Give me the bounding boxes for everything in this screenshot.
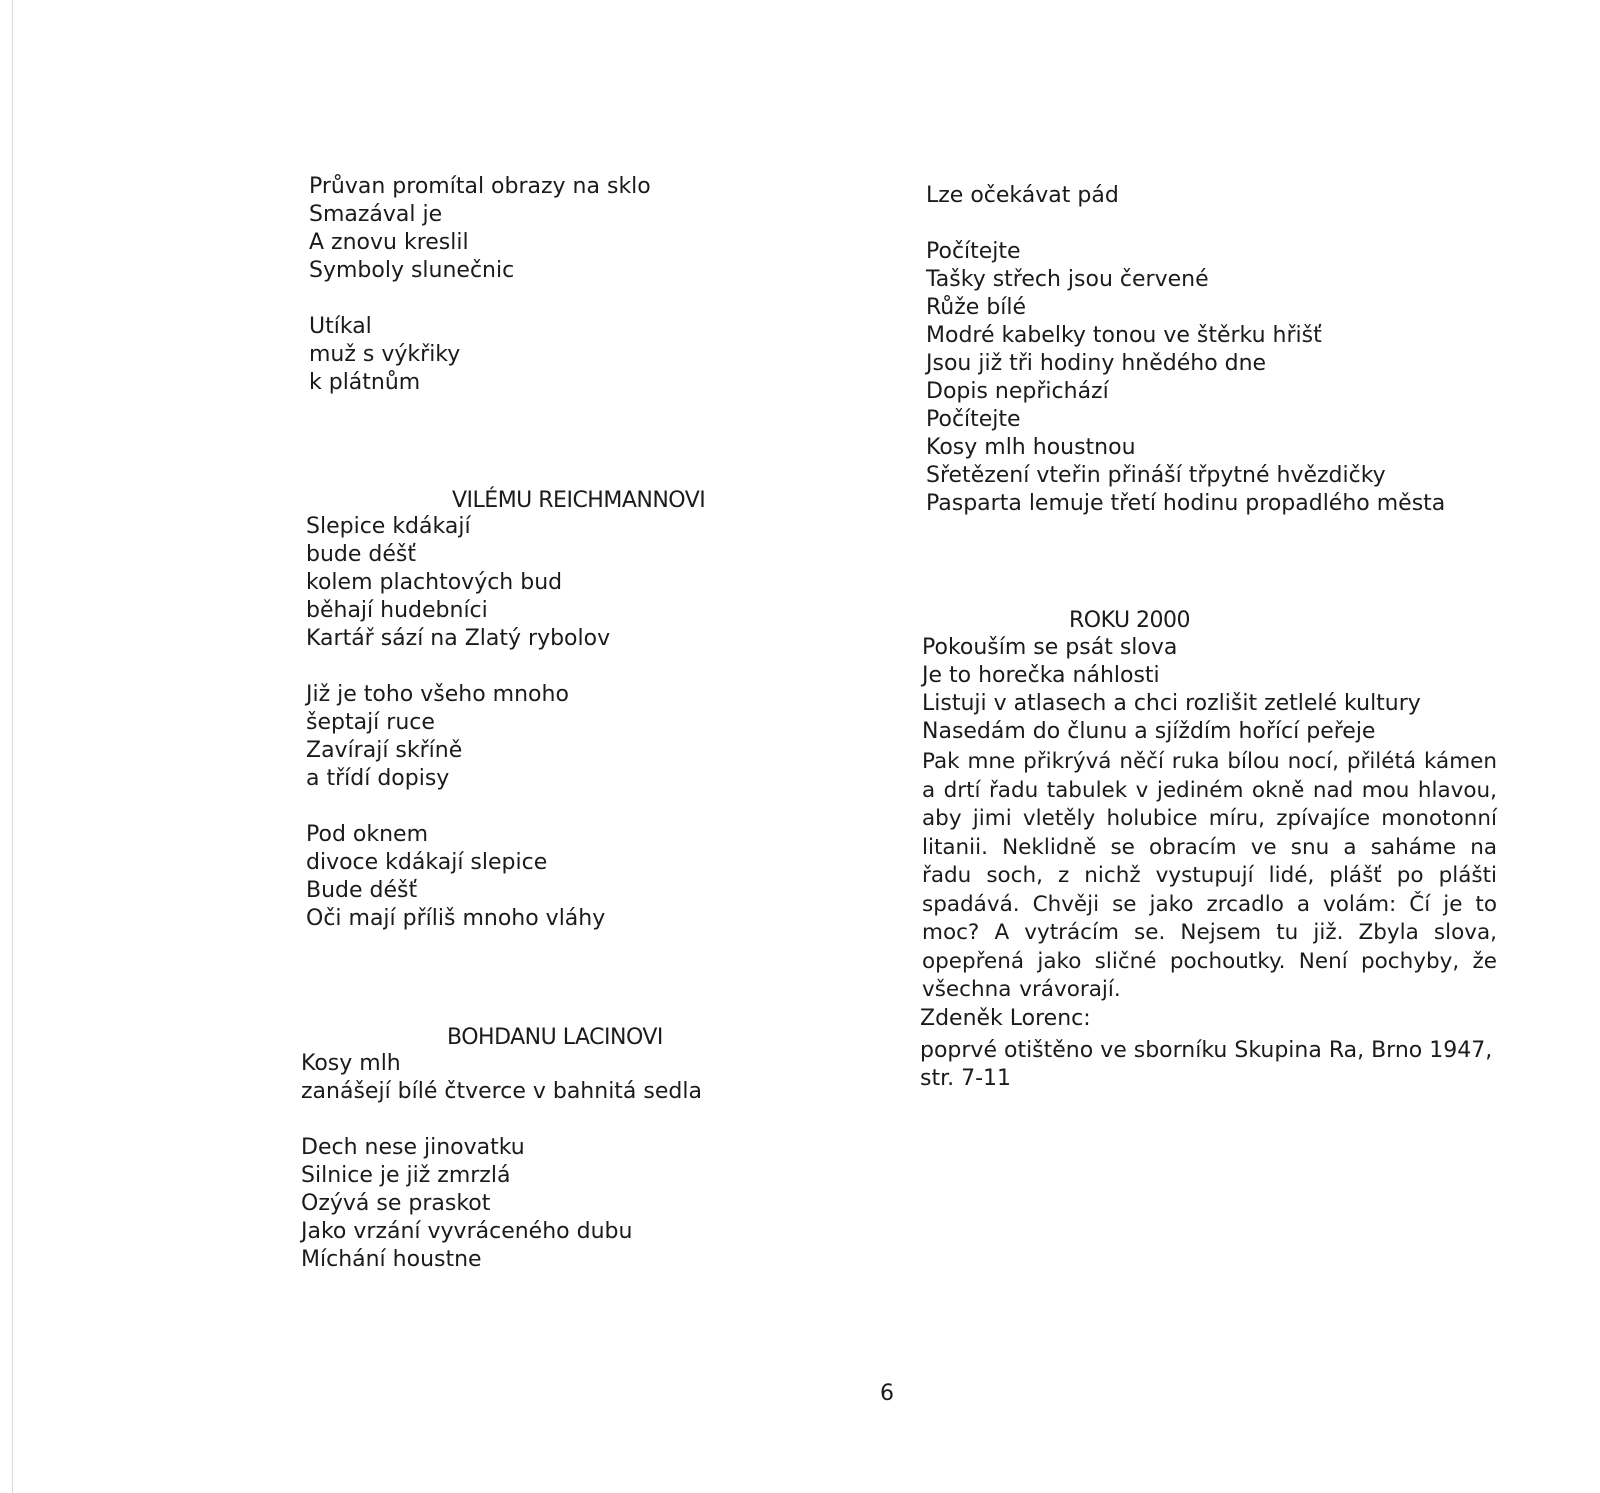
poem-lze-ocekavat-pad — [926, 182, 1526, 518]
poem-line: Je to horečka náhlosti — [922, 663, 1160, 688]
poem-line: Míchání houstne — [301, 1247, 482, 1272]
poem-line: divoce kdákají slepice — [306, 850, 548, 875]
attribution — [920, 1005, 1520, 1093]
poem-line: Růže bílé — [926, 295, 1027, 320]
poem-line: Pasparta lemuje třetí hodinu propadlého města — [926, 491, 1446, 516]
poem-line: muž s výkřiky — [309, 342, 461, 367]
poem-vilemu-reichmannovi — [306, 513, 826, 933]
poem-title-roku-2000: ROKU 2000 — [1069, 608, 1191, 633]
poem-roku-2000-lines — [922, 634, 1502, 746]
poem-line: Smazával je — [309, 202, 443, 227]
poem-line: běhají hudebníci — [306, 598, 488, 623]
poem-roku-2000-prose: Pak mne přikrývá něčí ruka bílou nocí, přilétá kámen a drtí řadu tabulek v jediném okně nad mou hlavou, aby jimi vletěly holubice míru, zpívajíce monotonní litanii. Neklidně se obracím ve snu a saháme na řadu soch, z nichž vystupují lidé, plášť po plášti spadává. Chvěji se jako zrcadlo a volám: Čí je to moc? A vytrácím se. Nejsem tu již. Zbyla slova, opepřená jako sličné pochoutky. Není pochyby, že všechna vrávorají. — [922, 749, 1497, 1002]
stanza-gap — [926, 210, 1526, 238]
poem-line: Již je toho všeho mnoho — [306, 682, 569, 707]
page-number: 6 — [880, 1381, 894, 1406]
source-note: str. 7-11 — [920, 1066, 1012, 1091]
poem-line: Modré kabelky tonou ve štěrku hřišť — [926, 323, 1322, 348]
poem-line: a třídí dopisy — [306, 766, 450, 791]
poem-line: A znovu kreslil — [309, 230, 469, 255]
poem-line: Počítejte — [926, 239, 1021, 264]
poem-line: kolem plachtových bud — [306, 570, 563, 595]
poem-line: zanášejí bílé čtverce v bahnitá sedla — [301, 1079, 702, 1104]
poem-bohdanu-lacinovi — [301, 1050, 821, 1274]
stanza-gap — [306, 793, 826, 821]
poem-line: Jako vrzání vyvráceného dubu — [301, 1219, 633, 1244]
poem-line: Dopis nepřichází — [926, 379, 1109, 404]
poem-line: Silnice je již zmrzlá — [301, 1163, 511, 1188]
poem-line: Nasedám do člunu a sjíždím hořící peřeje — [922, 719, 1376, 744]
poem-line: Průvan promítal obrazy na sklo — [309, 174, 651, 199]
poem-line: Kosy mlh houstnou — [926, 435, 1136, 460]
poem-line: bude déšť — [306, 542, 416, 567]
source-note: poprvé otištěno ve sborníku Skupina Ra, Brno 1947, — [920, 1038, 1493, 1063]
page-edge-line — [12, 0, 13, 1493]
poem-line: Utíkal — [309, 314, 372, 339]
poem-line: Slepice kdákají — [306, 514, 471, 539]
stanza-gap — [306, 653, 826, 681]
poem-line: Symboly slunečnic — [309, 258, 515, 283]
poem-line: Listuji v atlasech a chci rozlišit zetlelé kultury — [922, 691, 1421, 716]
poem-line: šeptají ruce — [306, 710, 435, 735]
stanza-gap — [309, 285, 829, 313]
poem-line: Pod oknem — [306, 822, 429, 847]
poem-line: k plátnům — [309, 370, 421, 395]
poem-title-vilemu-reichmannovi: VILÉMU REICHMANNOVI — [452, 488, 706, 513]
poem-line: Oči mají příliš mnoho vláhy — [306, 906, 606, 931]
poem-line: Počítejte — [926, 407, 1021, 432]
poem-line: Tašky střech jsou červené — [926, 267, 1209, 292]
poem-line: Kartář sází na Zlatý rybolov — [306, 626, 611, 651]
author-signature: Zdeněk Lorenc: — [920, 1006, 1091, 1031]
poem-line: Pokouším se psát slova — [922, 635, 1178, 660]
poem-line: Bude déšť — [306, 878, 418, 903]
poem-title-bohdanu-lacinovi: BOHDANU LACINOVI — [447, 1025, 663, 1050]
poem-pruvan — [309, 173, 829, 397]
stanza-gap — [301, 1106, 821, 1134]
poem-line: Jsou již tři hodiny hnědého dne — [926, 351, 1267, 376]
poem-line: Ozývá se praskot — [301, 1191, 491, 1216]
poem-line: Dech nese jinovatku — [301, 1135, 525, 1160]
poem-line: Lze očekávat pád — [926, 183, 1119, 208]
poem-line: Zavírají skříně — [306, 738, 463, 763]
poem-line: Sřetězení vteřin přináší třpytné hvězdičky — [926, 463, 1386, 488]
poem-line: Kosy mlh — [301, 1051, 401, 1076]
